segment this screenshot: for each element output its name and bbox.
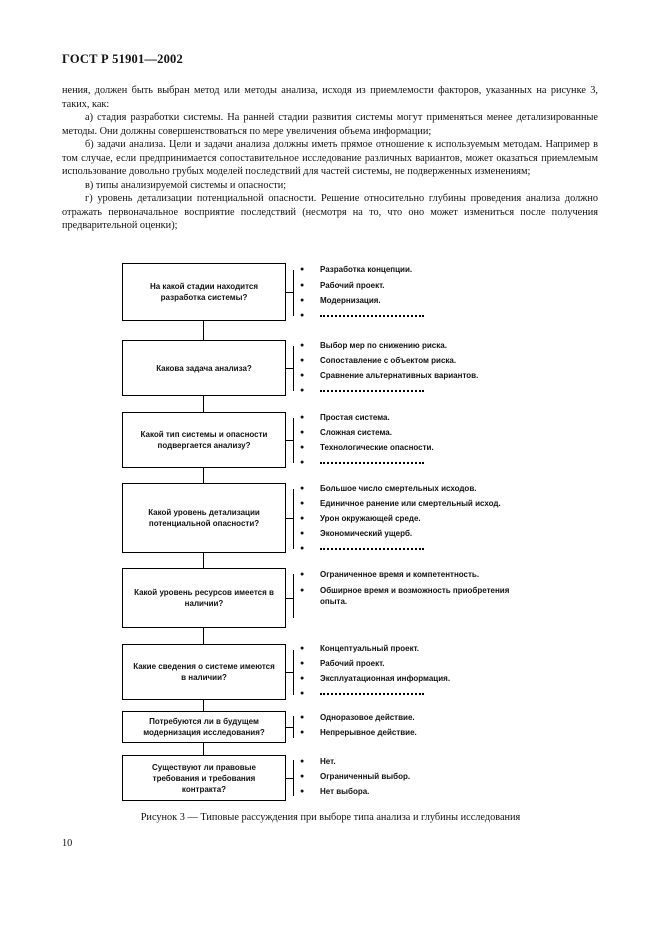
bullet-icon: ● xyxy=(300,312,305,319)
option-item: ● Технологические опасности. xyxy=(300,443,434,452)
bullet-icon: ● xyxy=(300,459,305,466)
flow-connector xyxy=(203,321,204,340)
option-item: ● Нет выбора. xyxy=(300,787,370,796)
bullet-icon: ● xyxy=(300,645,305,652)
paragraph: в) типы анализируемой системы и опасности; xyxy=(85,179,287,191)
option-item: ● Простая система. xyxy=(300,413,390,422)
bullet-icon: ● xyxy=(300,660,305,667)
option-item: ● Ограниченный выбор. xyxy=(300,772,411,781)
option-item: ● Одноразовое действие. xyxy=(300,713,415,722)
flow-connector xyxy=(203,700,204,711)
options-bracket xyxy=(293,270,294,316)
option-item: ● Разработка концепции. xyxy=(300,265,413,274)
option-item: ● Рабочий проект. xyxy=(300,659,385,668)
flow-connector xyxy=(203,743,204,755)
bullet-icon: ● xyxy=(300,372,305,379)
bullet-icon: ● xyxy=(300,714,305,721)
paragraph: г) уровень детализации потенциальной опасности. Решение относительно глубины проведения анализа должно отражать первоначальное восприятие последствий (несмотря на то, что оно может измениться после получения предварительной оценки); xyxy=(62,193,598,231)
bullet-icon: ● xyxy=(300,429,305,436)
option-item: ● Обширное время и возможность приобретения опыта. xyxy=(300,586,510,606)
question-box-task: Какова задача анализа? xyxy=(122,340,286,396)
paragraph: а) стадия разработки системы. На ранней стадии развития системы могут применяться менее детализированные методы. Они должны совершенствоваться по мере увеличения объема информации; xyxy=(62,112,598,137)
options-bracket xyxy=(293,574,294,618)
option-item: ● Модернизация. xyxy=(300,296,381,305)
option-item: ● Сложная система. xyxy=(300,428,392,437)
paragraph: нения, должен быть выбран метод или методы анализа, исходя из приемлемости факторов, указанных на рисунке 3, таких, как: xyxy=(62,85,598,110)
more-options-dots xyxy=(320,693,424,695)
bullet-icon: ● xyxy=(300,297,305,304)
bullet-icon: ● xyxy=(300,773,305,780)
option-item: ● Рабочий проект. xyxy=(300,281,385,290)
bullet-icon: ● xyxy=(300,357,305,364)
bullet-icon: ● xyxy=(300,266,305,273)
options-bracket xyxy=(293,418,294,463)
options-bracket xyxy=(293,489,294,549)
document-header: ГОСТ Р 51901—2002 xyxy=(62,52,183,66)
bullet-icon: ● xyxy=(300,545,305,552)
question-box-stage: На какой стадии находится разработка системы? xyxy=(122,263,286,321)
bullet-icon: ● xyxy=(300,342,305,349)
flow-connector xyxy=(203,396,204,412)
figure-caption: Рисунок 3 — Типовые рассуждения при выборе типа анализа и глубины исследования xyxy=(140,812,521,823)
more-options-dots xyxy=(320,390,424,392)
flow-connector xyxy=(203,628,204,644)
option-item: ● Урон окружающей среде. xyxy=(300,514,421,523)
question-box-system-type: Какой тип системы и опасности подвергается анализу? xyxy=(122,412,286,468)
question-box-future-upgrade: Потребуются ли в будущем модернизация исследования? xyxy=(122,711,286,743)
bullet-icon: ● xyxy=(300,530,305,537)
paragraph: б) задачи анализа. Цели и задачи анализа должны иметь прямое отношение к используемым методам. Например в том случае, если предпринимается сопоставительное исследование различных вариантов, может оказаться приемлемым использование довольно грубых моделей последствий для частей системы, не подверженных изменениям; xyxy=(62,139,598,177)
option-item: ● Нет. xyxy=(300,757,336,766)
bullet-icon: ● xyxy=(300,414,305,421)
bullet-icon: ● xyxy=(300,788,305,795)
options-bracket xyxy=(293,346,294,391)
more-options-dots xyxy=(320,462,424,464)
question-box-resources: Какой уровень ресурсов имеется в наличии? xyxy=(122,568,286,628)
bullet-icon: ● xyxy=(300,587,305,594)
flow-connector xyxy=(203,553,204,568)
option-item: ● Единичное ранение или смертельный исход. xyxy=(300,499,501,508)
more-options-dots xyxy=(320,315,424,317)
question-box-legal-requirements: Существуют ли правовые требования и требования контракта? xyxy=(122,755,286,801)
option-item: ● Сопоставление с объектом риска. xyxy=(300,356,457,365)
bullet-icon: ● xyxy=(300,729,305,736)
bullet-icon: ● xyxy=(300,571,305,578)
option-item: ● Эксплуатационная информация. xyxy=(300,674,451,683)
bullet-icon: ● xyxy=(300,515,305,522)
question-box-hazard-detail: Какой уровень детализации потенциальной опасности? xyxy=(122,483,286,553)
options-bracket xyxy=(293,760,294,796)
flow-connector xyxy=(203,468,204,483)
options-bracket xyxy=(293,650,294,695)
option-item: ● Выбор мер по снижению риска. xyxy=(300,341,447,350)
bullet-icon: ● xyxy=(300,690,305,697)
options-bracket xyxy=(293,716,294,738)
page-number: 10 xyxy=(62,838,73,849)
bullet-icon: ● xyxy=(300,675,305,682)
bullet-icon: ● xyxy=(300,444,305,451)
more-options-dots xyxy=(320,548,424,550)
option-item: ● Большое число смертельных исходов. xyxy=(300,484,477,493)
bullet-icon: ● xyxy=(300,485,305,492)
bullet-icon: ● xyxy=(300,282,305,289)
option-item: ● Непрерывное действие. xyxy=(300,728,417,737)
option-item: ● Экономический ущерб. xyxy=(300,529,413,538)
bullet-icon: ● xyxy=(300,758,305,765)
option-item: ● Ограниченное время и компетентность. xyxy=(300,570,480,579)
question-box-system-info: Какие сведения о системе имеются в наличии? xyxy=(122,644,286,700)
option-item: ● Концептуальный проект. xyxy=(300,644,420,653)
bullet-icon: ● xyxy=(300,500,305,507)
option-item: ● Сравнение альтернативных вариантов. xyxy=(300,371,479,380)
bullet-icon: ● xyxy=(300,387,305,394)
